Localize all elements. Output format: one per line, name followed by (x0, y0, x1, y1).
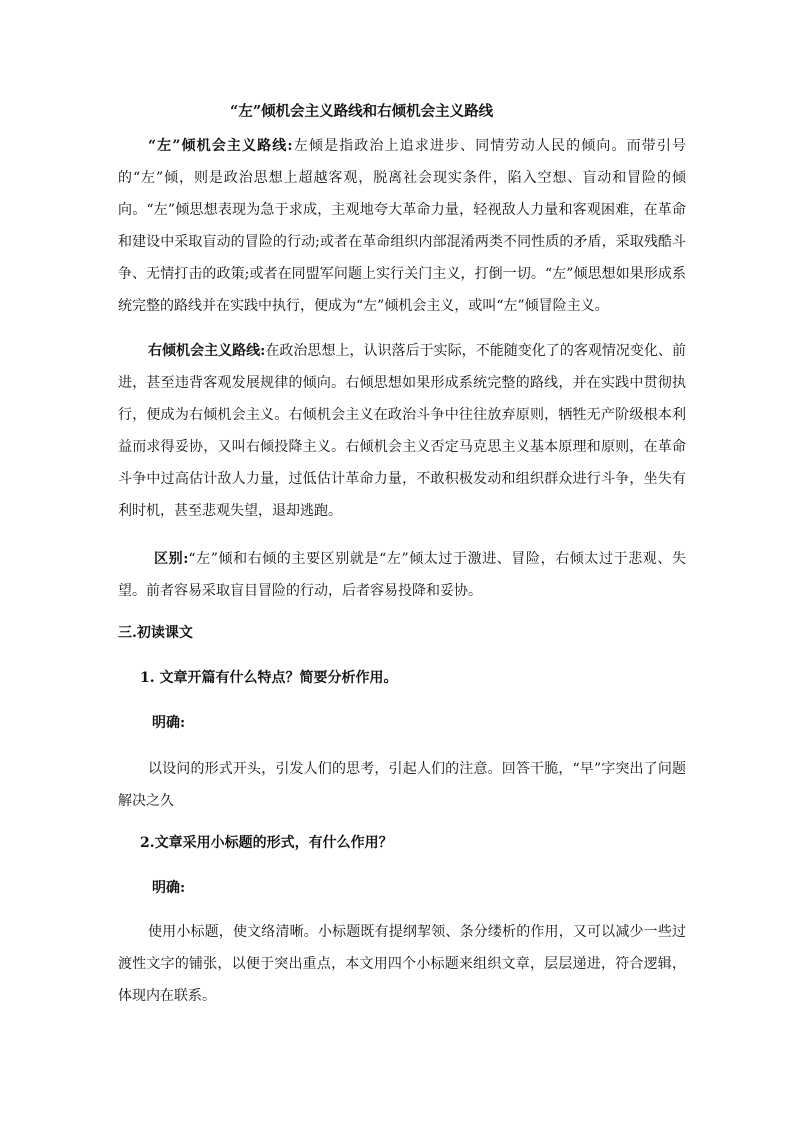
question-1-answer: 以设问的形式开头，引发人们的思考，引起人们的注意。回答干脆，“早”字突出了问题解决之久 (118, 761, 686, 809)
section-heading: 三.初读课文 (118, 625, 193, 641)
question-1-answer-label: 明确: (152, 715, 186, 731)
question-1: 1. 文章开篇有什么特点？简要分析作用。 (140, 670, 398, 686)
question-2-answer-label: 明确: (152, 880, 186, 896)
difference-text: “左”倾和右倾的主要区别就是“左”倾太过于激进、冒险，右倾太过于悲观、失望。前者容易采取盲目冒险的行动，后者容易投降和妥协。 (118, 551, 686, 599)
left-line-text: 左倾是指政治上追求进步、同情劳动人民的倾向。而带引号的“左”倾，则是政治思想上超越客观，脱离社会现实条件，陷入空想、盲动和冒险的倾向。“左”倾思想表现为急于求成，主观地夸大革命力量，轻视敌人力量和客观困难，在革命和建设中采取盲动的冒险的行动;或者在革命组织内部混淆两类不同性质的矛盾，采取残酷斗争、无情打击的政策;或者在同盟军问题上实行关门主义，打倒一切。“左”倾思想如果形成系统完整的路线并在实践中执行，便成为“左”倾机会主义，或叫“左”倾冒险主义。 (118, 138, 687, 314)
document-title: “左”倾机会主义路线和右倾机会主义路线 (230, 103, 494, 120)
question-2-answer: 使用小标题，使文络清晰。小标题既有提纲挈领、条分缕析的作用，又可以减少一些过渡性文字的铺张，以便于突出重点，本文用四个小标题来组织文章，层层递进，符合逻辑，体现内在联系。 (118, 924, 686, 1004)
right-line-text: 在政治思想上，认识落后于实际，不能随变化了的客观情况变化、前进，甚至违背客观发展规律的倾向。右倾思想如果形成系统完整的路线，并在实践中贯彻执行，便成为右倾机会主义。右倾机会主义在政治斗争中往往放弃原则，牺牲无产阶级根本利益而求得妥协，又叫右倾投降主义。右倾机会主义否定马克思主义基本原理和原则，在革命斗争中过高估计敌人力量，过低估计革命力量，不敢积极发动和组织群众进行斗争，坐失有利时机，甚至悲观失望，退却逃跑。 (118, 343, 686, 519)
left-line-term: “左”倾机会主义路线: (148, 138, 293, 154)
left-line-paragraph (118, 130, 686, 322)
question-2: 2.文章采用小标题的形式，有什么作用？ (140, 835, 393, 851)
difference-paragraph (118, 543, 686, 607)
right-line-paragraph (118, 335, 686, 527)
right-line-term: 右倾机会主义路线: (148, 343, 266, 359)
difference-term: 区别: (154, 551, 189, 567)
